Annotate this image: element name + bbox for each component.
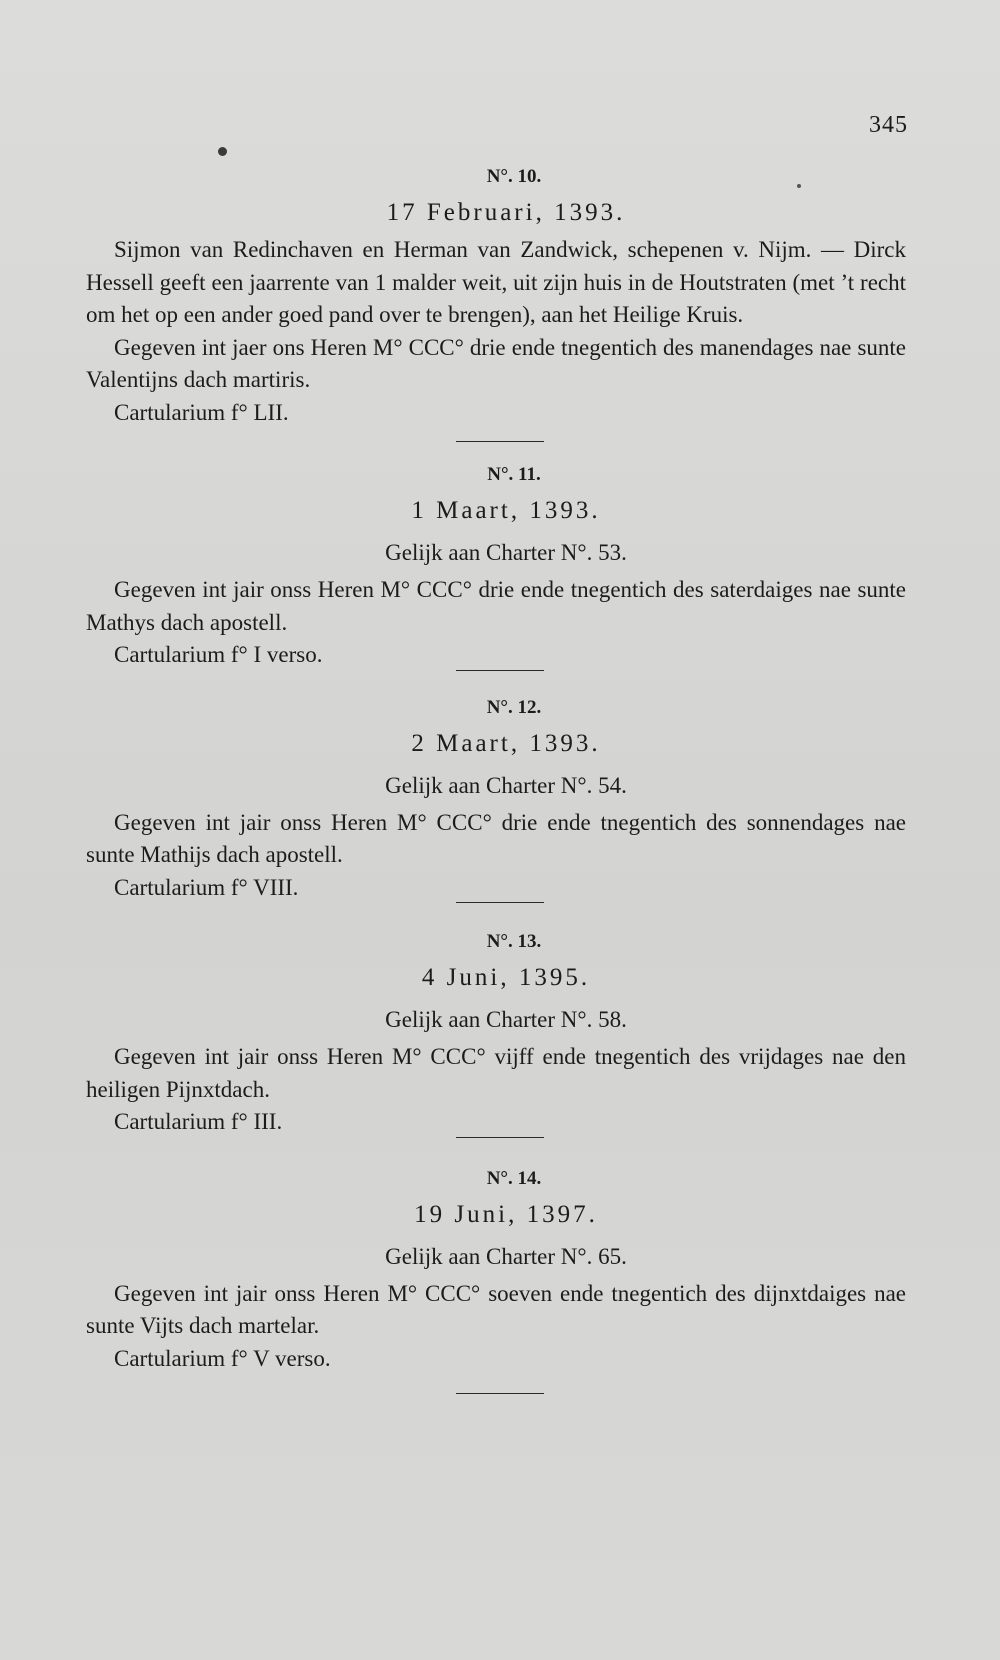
cartularium-reference: Cartularium f° I verso.	[114, 642, 323, 667]
entry-date: 19 Juni, 1397.	[414, 1200, 598, 1228]
entry-10	[86, 162, 906, 429]
section-divider	[456, 670, 544, 671]
entry-number: N°. 10.	[486, 166, 542, 187]
cartularium-reference: Cartularium f° VIII.	[114, 874, 299, 900]
entry-number: N°. 11.	[487, 464, 541, 485]
entry-number: N°. 13.	[486, 931, 542, 952]
entry-number: N°. 12.	[486, 696, 542, 718]
section-divider	[456, 1393, 544, 1394]
entry-paragraph: Gegeven int jair onss Heren M° CCC° drie ende tnegentich des saterdaiges nae sunte Mathys dach apostell.	[86, 577, 906, 635]
entry-11	[86, 460, 906, 672]
cartularium-reference: Cartularium f° V verso.	[114, 1345, 331, 1371]
entry-paragraph: Gegeven int jair onss Heren M° CCC° vijff ende tnegentich des vrijdages nae den heiligen Pijnxtdach.	[86, 1044, 906, 1102]
entry-paragraph: Sijmon van Redinchaven en Herman van Zandwick, schepenen v. Nijm. — Dirck Hessell geeft een jaarrente van 1 malder weit, uit zijn huis in de Houtstraten (met ’t recht om het op een ander goed pand over te brengen), aan het Heilige Kruis.	[86, 237, 906, 327]
entry-date: 1 Maart, 1393.	[411, 497, 601, 524]
section-divider	[456, 441, 544, 442]
document-body	[86, 162, 906, 1394]
cartularium-reference: Cartularium f° III.	[114, 1109, 283, 1134]
page-number: 345	[869, 112, 908, 138]
entry-date: 2 Maart, 1393.	[411, 729, 601, 757]
entry-date: 17 Februari, 1393.	[386, 199, 626, 226]
charter-reference: Gelijk aan Charter N°. 54.	[385, 772, 627, 798]
entry-date: 4 Juni, 1395.	[421, 964, 591, 991]
entry-paragraph: Gegeven int jair onss Heren M° CCC° soeven ende tnegentich des dijnxtdaiges nae sunte Vijts dach martelar.	[86, 1280, 906, 1338]
entry-paragraph: Gegeven int jaer ons Heren M° CCC° drie ende tnegentich des manendages nae sunte Valentijns dach martiris.	[86, 334, 906, 392]
charter-reference: Gelijk aan Charter N°. 53.	[385, 540, 627, 565]
cartularium-reference: Cartularium f° LII.	[114, 399, 289, 425]
charter-reference: Gelijk aan Charter N°. 65.	[385, 1243, 627, 1269]
section-divider	[456, 1137, 544, 1138]
entry-paragraph: Gegeven int jair onss Heren M° CCC° drie ende tnegentich des sonnendages nae sunte Mathijs dach apostell.	[86, 809, 906, 867]
entry-number: N°. 14.	[486, 1167, 542, 1189]
entry-14	[86, 1164, 906, 1376]
section-divider	[456, 902, 544, 903]
ink-speck	[218, 147, 227, 156]
charter-reference: Gelijk aan Charter N°. 58.	[385, 1007, 627, 1032]
entry-13	[86, 927, 906, 1139]
entry-12	[86, 693, 906, 905]
